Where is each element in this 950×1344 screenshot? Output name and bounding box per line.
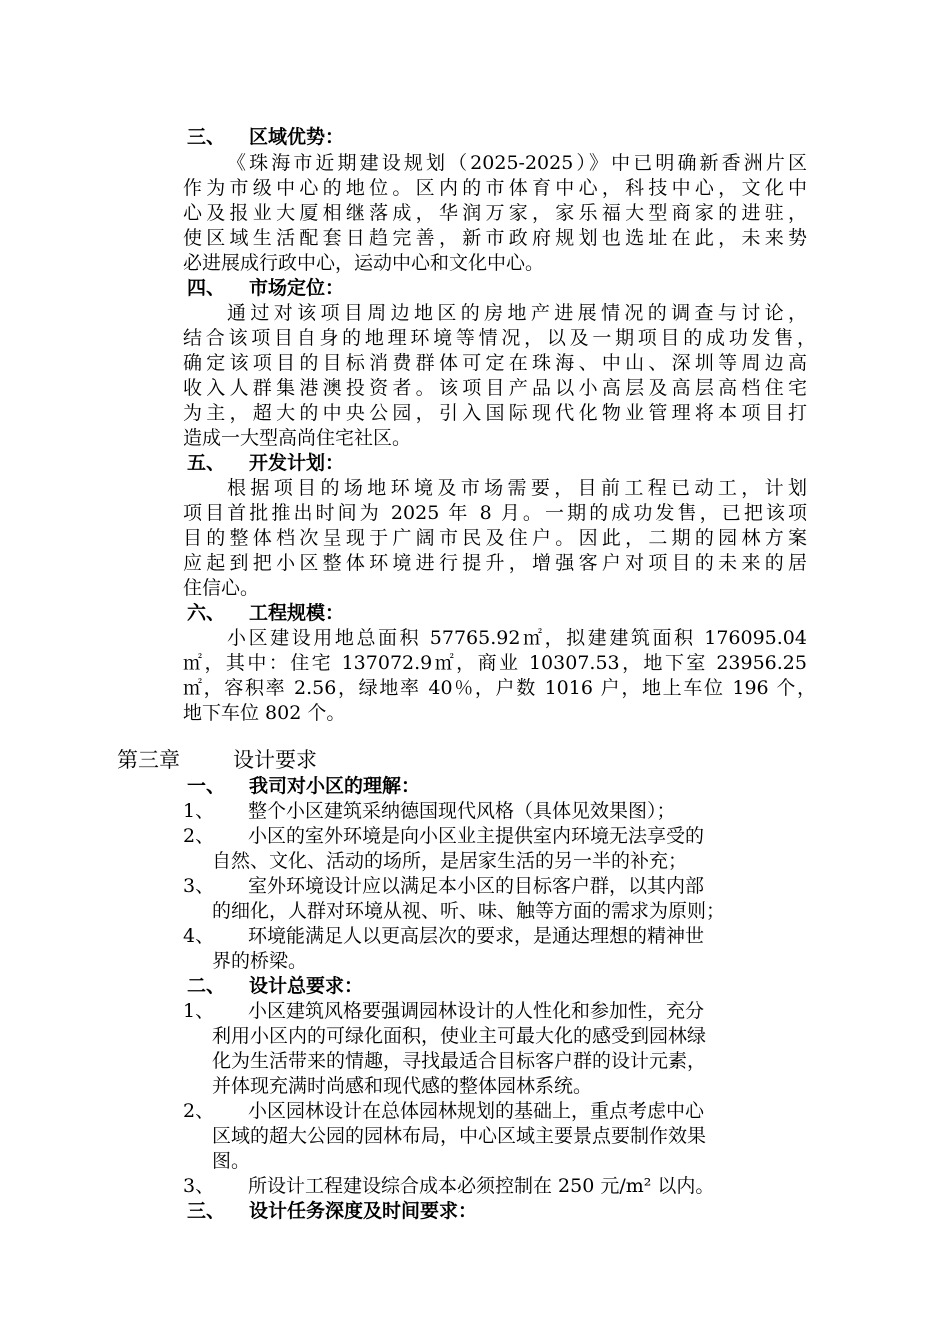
paragraph-line: 必进展成行政中心，运动中心和文化中心。 [183,252,545,274]
paragraph-line: 《珠海市近期建设规划（2025-2025）》中已明确新香洲片区 [227,152,807,174]
list-number: 2、 [183,825,215,847]
section-number: 五、 [187,452,226,474]
list-text: 室外环境设计应以满足本小区的目标客户群，以其内部 [248,875,705,897]
section-number: 二、 [187,975,226,997]
list-number: 1、 [183,800,215,822]
list-item [183,924,704,948]
paragraph-line: ㎡，容积率 2.56，绿地率 40％，户数 1016 户，地上车位 196 个， [183,677,816,699]
paragraph-line: 使区域生活配套日趋完善，新市政府规划也选址在此，未来势 [183,227,807,249]
section-number: 三、 [187,1200,226,1222]
list-continuation: 图。 [212,1150,251,1172]
paragraph-line: 结合该项目自身的地理环境等情况，以及一期项目的成功发售， [183,327,816,349]
list-text: 所设计工程建设综合成本必须控制在 250 元/m² 以内。 [248,1175,715,1197]
list-text: 环境能满足人以更高层次的要求，是通达理想的精神世 [248,925,705,947]
list-number: 2、 [183,1100,215,1122]
section-number: 六、 [187,602,226,624]
list-text: 小区的室外环境是向小区业主提供室内环境无法享受的 [248,825,705,847]
list-text: 小区建筑风格要强调园林设计的人性化和参加性，充分 [248,1000,705,1022]
list-continuation: 的细化，人群对环境从视、听、味、触等方面的需求为原则； [212,900,726,922]
list-continuation: 区域的超大公园的园林布局，中心区域主要景点要制作效果 [212,1125,707,1147]
list-number: 4、 [183,925,215,947]
list-text: 小区园林设计在总体园林规划的基础上，重点考虑中心 [248,1100,705,1122]
paragraph-line: ㎡，其中：住宅 137072.9㎡，商业 10307.53，地下室 23956.25 [183,652,807,674]
section-title: 区域优势： [249,126,345,148]
requirement-heading-1 [187,774,420,798]
paragraph-line: 通过对该项目周边地区的房地产进展情况的调查与讨论， [227,302,807,324]
section-title: 市场定位： [249,277,345,299]
list-number: 1、 [183,1000,215,1022]
list-continuation: 自然、文化、活动的场所，是居家生活的另一半的补充； [212,850,688,872]
section-title: 开发计划： [249,452,345,474]
section-heading-3 [187,125,344,149]
list-continuation: 并体现充满时尚感和现代感的整体园林系统。 [212,1075,593,1097]
paragraph-line: 地下车位 802 个。 [183,702,346,724]
paragraph-line: 应起到把小区整体环境进行提升，增强客户对项目的未来的居 [183,552,807,574]
list-continuation: 化为生活带来的情趣，寻找最适合目标客户群的设计元素， [212,1050,707,1072]
paragraph-line: 住信心。 [183,577,260,599]
list-continuation: 利用小区内的可绿化面积，使业主可最大化的感受到园林绿 [212,1025,707,1047]
section-title: 工程规模： [249,602,345,624]
section-heading-6 [187,601,344,625]
section-title: 我司对小区的理解： [249,775,421,797]
paragraph-line: 根据项目的场地环境及市场需要，目前工程已动工，计划 [227,477,807,499]
requirement-heading-2 [187,974,363,998]
paragraph-line: 为主，超大的中央公园，引入国际现代化物业管理将本项目打 [183,402,807,424]
section-heading-4 [187,276,344,300]
list-item [183,1099,704,1123]
paragraph-line: 小区建设用地总面积 57765.92㎡，拟建建筑面积 176095.04 [227,627,807,649]
list-item [183,999,704,1023]
requirement-heading-3 [187,1199,477,1223]
section-number: 四、 [187,277,226,299]
section-heading-5 [187,451,344,475]
list-item [183,824,704,848]
chapter-number: 第三章 [117,748,180,772]
list-text: 整个小区建筑采纳德国现代风格（具体见效果图）； [248,800,676,822]
list-item [183,1174,714,1198]
list-continuation: 界的桥梁。 [212,950,308,972]
paragraph-line: 作为市级中心的地位。区内的市体育中心，科技中心，文化中 [183,177,807,199]
paragraph-line: 目的整体档次呈现于广阔市民及住户。因此，二期的园林方案 [183,527,807,549]
chapter-heading [117,747,317,773]
list-item [183,874,704,898]
section-title: 设计任务深度及时间要求： [249,1200,478,1222]
list-number: 3、 [183,875,215,897]
chapter-title: 设计要求 [233,748,317,772]
list-number: 3、 [183,1175,215,1197]
section-title: 设计总要求： [249,975,364,997]
section-number: 三、 [187,126,226,148]
paragraph-line: 确定该项目的目标消费群体可定在珠海、中山、深圳等周边高 [183,352,807,374]
paragraph-line: 项目首批推出时间为 2025 年 8 月。一期的成功发售，已把该项 [183,502,807,524]
list-item [183,799,676,823]
paragraph-line: 造成一大型高尚住宅社区。 [183,427,412,449]
paragraph-line: 收入人群集港澳投资者。该项目产品以小高层及高层高档住宅 [183,377,807,399]
section-number: 一、 [187,775,226,797]
paragraph-line: 心及报业大厦相继落成，华润万家，家乐福大型商家的进驻， [183,202,807,224]
